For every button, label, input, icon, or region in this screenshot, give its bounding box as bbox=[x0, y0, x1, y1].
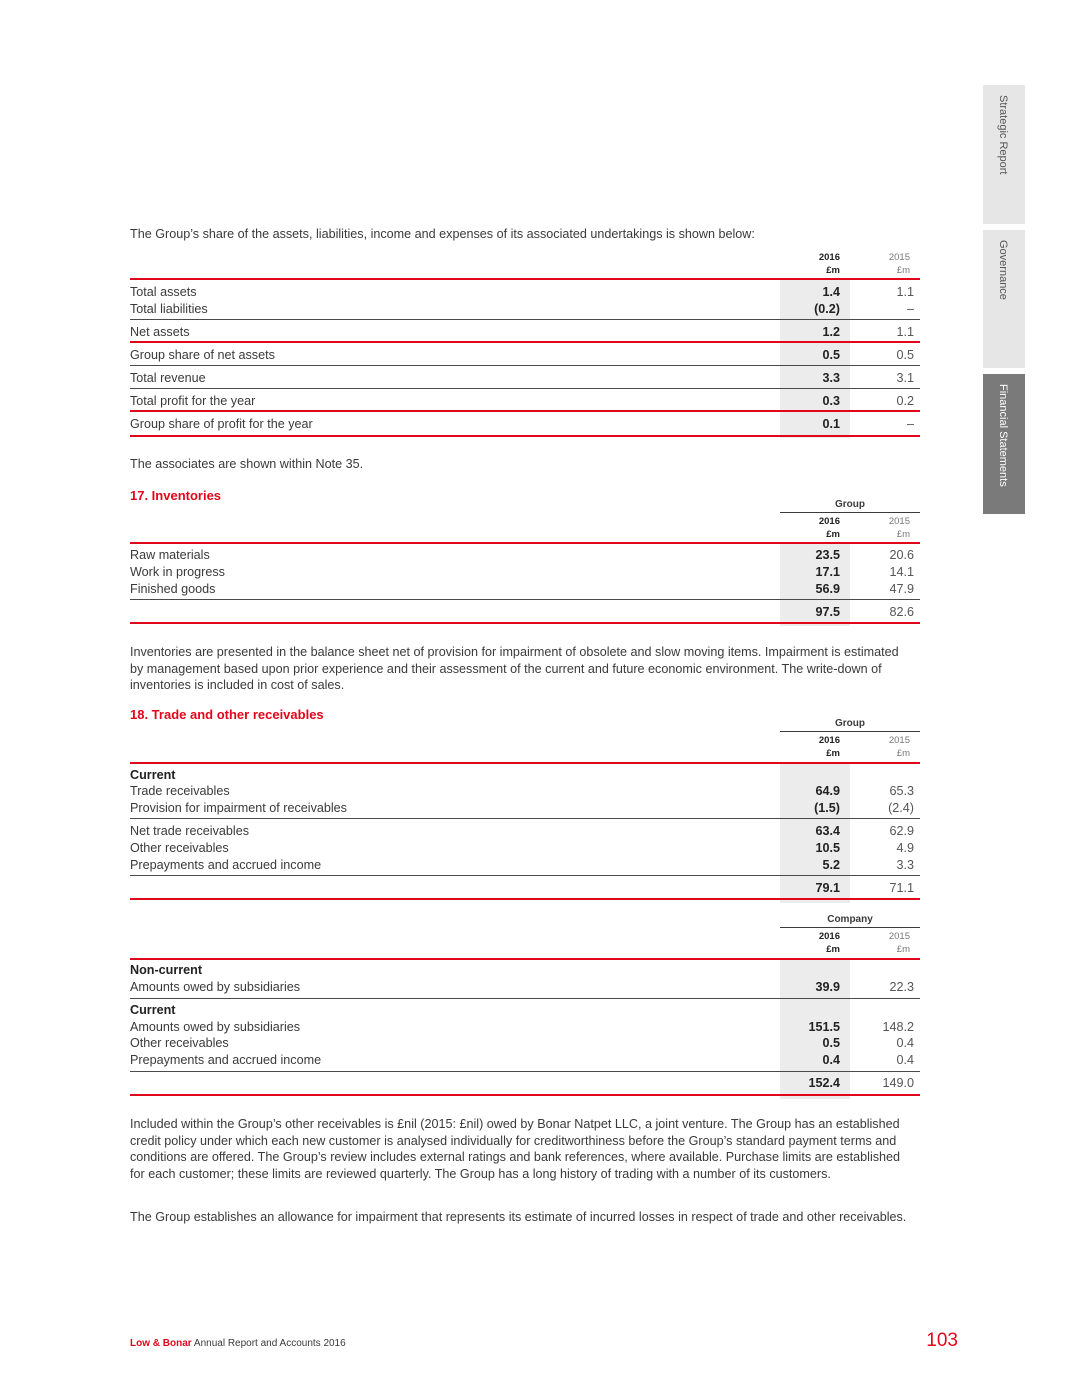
tab-financial-statements[interactable] bbox=[983, 374, 1025, 514]
header-year-2015: 2015 bbox=[888, 252, 910, 263]
total-row: 152.4 149.0 bbox=[808, 1076, 914, 1090]
associates-table bbox=[130, 250, 920, 438]
inventories-text: Inventories are presented in the balance sheet net of provision for impairment of obsolete and slow moving items. Impairment is estimated by management based upon prior experience and their assessment of the current and future economic environment. The write-down of inventories is included in cost of sales. bbox=[130, 645, 899, 692]
receivables-text-2: The Group establishes an allowance for impairment that represents its estimate of incurred losses in respect of trade and other receivables. bbox=[130, 1210, 907, 1224]
total-row: 79.1 71.1 bbox=[815, 881, 914, 895]
table-row: Group share of profit for the year 0.1 – bbox=[130, 417, 914, 431]
table-bottom-rule bbox=[130, 622, 920, 624]
row-divider bbox=[130, 875, 920, 876]
table-row: Work in progress 17.1 14.1 bbox=[130, 565, 914, 579]
row-divider bbox=[130, 818, 920, 819]
inventories-table bbox=[130, 498, 920, 626]
header-rule bbox=[130, 542, 920, 544]
receivables-company-table bbox=[130, 913, 920, 1099]
header-rule bbox=[130, 278, 920, 280]
total-row: 97.5 82.6 bbox=[815, 605, 914, 619]
footer-title: Annual Report and Accounts 2016 bbox=[193, 1338, 346, 1349]
section-heading-inventories: 17. Inventories bbox=[130, 488, 222, 503]
header-year-2016: 2016 bbox=[818, 252, 840, 263]
header-year-2016: 2016 bbox=[818, 931, 840, 942]
table-row: Trade receivables 64.9 65.3 bbox=[130, 784, 914, 798]
row-divider bbox=[130, 599, 920, 600]
table-bottom-rule bbox=[130, 1094, 920, 1096]
row-divider bbox=[130, 341, 920, 343]
section-heading-receivables: 18. Trade and other receivables bbox=[130, 707, 324, 722]
table-row: Amounts owed by subsidiaries 39.9 22.3 bbox=[130, 980, 914, 994]
receivables-text-1: Included within the Group’s other receivables is £nil (2015: £nil) owed by Bonar Natpet LLC, a joint venture. The Group has an established credit policy under which each new customer is analysed individually for creditworthiness before the Group’s standard payment terms and conditions are offered. The Group’s review includes external ratings and bank references, where available. Purchase limits are established for each customer; these limits are reviewed quarterly. The Group has a long history of trading with a number of its customers. bbox=[130, 1117, 901, 1181]
associates-intro: The Group’s share of the assets, liabilities, income and expenses of its associated undertakings is shown below: bbox=[130, 227, 755, 241]
row-divider bbox=[130, 998, 920, 999]
header-year-2016: 2016 bbox=[818, 735, 840, 746]
table-row: Group share of net assets 0.5 0.5 bbox=[130, 348, 914, 362]
table-row: Net trade receivables 63.4 62.9 bbox=[130, 824, 914, 838]
group-heading-rule bbox=[780, 512, 920, 513]
table-bottom-rule bbox=[130, 898, 920, 900]
table-row: Finished goods 56.9 47.9 bbox=[130, 582, 914, 596]
footer-brand: Low & Bonar bbox=[130, 1338, 192, 1349]
tab-label: Financial Statements bbox=[997, 384, 1009, 487]
table-row: Raw materials 23.5 20.6 bbox=[130, 548, 914, 562]
header-rule bbox=[130, 762, 920, 764]
table-row: Total assets 1.4 1.1 bbox=[130, 285, 914, 299]
associates-note: The associates are shown within Note 35. bbox=[130, 457, 364, 471]
row-divider bbox=[130, 365, 920, 366]
header-unit-2015: £m bbox=[896, 265, 910, 276]
subheading-row: Current bbox=[130, 1003, 176, 1017]
tab-label: Strategic Report bbox=[997, 95, 1009, 175]
row-divider bbox=[130, 388, 920, 389]
header-unit-2016: £m bbox=[826, 265, 840, 276]
table-row: Other receivables 10.5 4.9 bbox=[130, 841, 914, 855]
page-footer bbox=[130, 1338, 346, 1349]
table-row: Total revenue 3.3 3.1 bbox=[130, 371, 914, 385]
header-unit-2016: £m bbox=[826, 944, 840, 955]
table-row: Other receivables 0.5 0.4 bbox=[130, 1036, 914, 1050]
tab-label: Governance bbox=[997, 240, 1009, 300]
header-year-2015: 2015 bbox=[888, 516, 910, 527]
row-divider bbox=[130, 410, 920, 412]
row-divider bbox=[130, 319, 920, 320]
page-number: 103 bbox=[926, 1330, 958, 1351]
company-heading-rule bbox=[780, 927, 920, 928]
table-row: Provision for impairment of receivables (1.5) (2.4) bbox=[130, 801, 914, 815]
table-row: Amounts owed by subsidiaries 151.5 148.2 bbox=[130, 1020, 914, 1034]
table-row: Prepayments and accrued income 0.4 0.4 bbox=[130, 1053, 914, 1067]
header-unit-2015: £m bbox=[896, 529, 910, 540]
table-row: Net assets 1.2 1.1 bbox=[130, 325, 914, 339]
header-unit-2016: £m bbox=[826, 529, 840, 540]
subheading-row: Non-current bbox=[130, 963, 203, 977]
receivables-group-table bbox=[130, 717, 920, 903]
header-unit-2015: £m bbox=[896, 944, 910, 955]
header-unit-2016: £m bbox=[826, 748, 840, 759]
group-heading-rule bbox=[780, 731, 920, 732]
tab-governance[interactable] bbox=[983, 230, 1025, 368]
header-year-2015: 2015 bbox=[888, 735, 910, 746]
group-column-heading: Group bbox=[835, 718, 865, 729]
table-bottom-rule bbox=[130, 435, 920, 437]
company-column-heading: Company bbox=[827, 914, 873, 925]
table-row: Total profit for the year 0.3 0.2 bbox=[130, 394, 914, 408]
tab-strategic-report[interactable] bbox=[983, 85, 1025, 224]
row-divider bbox=[130, 1071, 920, 1072]
group-column-heading: Group bbox=[835, 499, 865, 510]
table-row: Prepayments and accrued income 5.2 3.3 bbox=[130, 858, 914, 872]
header-year-2016: 2016 bbox=[818, 516, 840, 527]
table-row: Total liabilities (0.2) – bbox=[130, 302, 914, 316]
header-unit-2015: £m bbox=[896, 748, 910, 759]
header-rule bbox=[130, 958, 920, 960]
header-year-2015: 2015 bbox=[888, 931, 910, 942]
subheading-row: Current bbox=[130, 768, 176, 782]
